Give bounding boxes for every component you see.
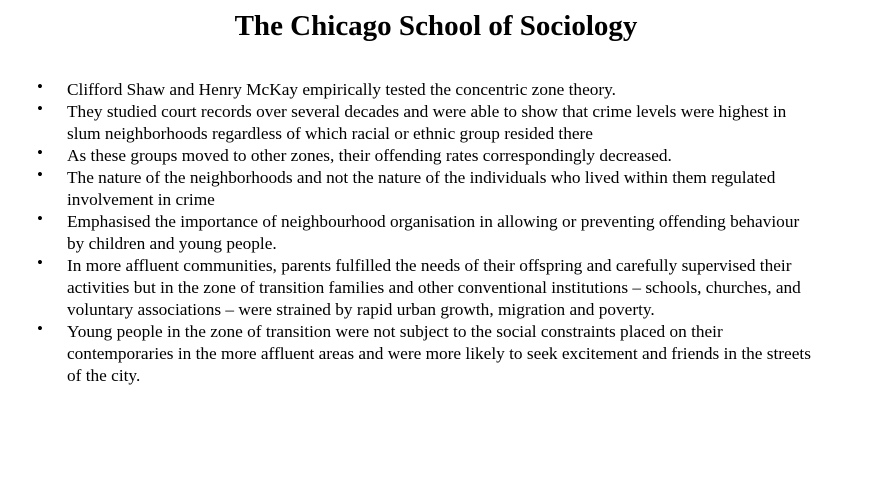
- bullet-item: [0, 101, 880, 145]
- bullet-text-line: voluntary associations – were strained by rapid urban growth, migration and poverty.: [67, 300, 655, 319]
- bullet-text-line: They studied court records over several decades and were able to show that crime levels were highest in: [67, 102, 787, 121]
- bullet-text-line: Clifford Shaw and Henry McKay empirically tested the concentric zone theory.: [67, 80, 616, 99]
- bullet-text-line: The nature of the neighborhoods and not the nature of the individuals who lived within them regulated: [67, 168, 776, 187]
- bullet-icon: •: [37, 209, 43, 228]
- bullet-text-line: contemporaries in the more affluent areas and were more likely to seek excitement and friends in the streets: [67, 344, 811, 363]
- bullet-text-line: As these groups moved to other zones, their offending rates correspondingly decreased.: [67, 146, 672, 165]
- bullet-text-line: Young people in the zone of transition were not subject to the social constraints placed on their: [67, 322, 723, 341]
- bullet-icon: •: [37, 77, 43, 96]
- bullet-text-line: activities but in the zone of transition families and other conventional institutions – schools, churches, and: [67, 278, 801, 297]
- bullet-list: [0, 79, 880, 387]
- bullet-text-line: of the city.: [67, 366, 141, 385]
- bullet-icon: •: [37, 99, 43, 118]
- bullet-text-line: slum neighborhoods regardless of which racial or ethnic group resided there: [67, 124, 593, 143]
- bullet-icon: •: [37, 319, 43, 338]
- bullet-item: [0, 79, 880, 101]
- bullet-item: [0, 321, 880, 387]
- slide-title: The Chicago School of Sociology: [234, 10, 638, 42]
- bullet-item: [0, 167, 880, 211]
- bullet-text-line: Emphasised the importance of neighbourhood organisation in allowing or preventing offending behaviour: [67, 212, 800, 231]
- bullet-item: [0, 211, 880, 255]
- bullet-item: [0, 145, 880, 167]
- bullet-item: [0, 255, 880, 321]
- bullet-text-line: In more affluent communities, parents fulfilled the needs of their offspring and carefully supervised their: [67, 256, 792, 275]
- bullet-icon: •: [37, 143, 43, 162]
- bullet-text-line: by children and young people.: [67, 234, 277, 253]
- bullet-icon: •: [37, 165, 43, 184]
- bullet-text-line: involvement in crime: [67, 190, 215, 209]
- bullet-icon: •: [37, 253, 43, 272]
